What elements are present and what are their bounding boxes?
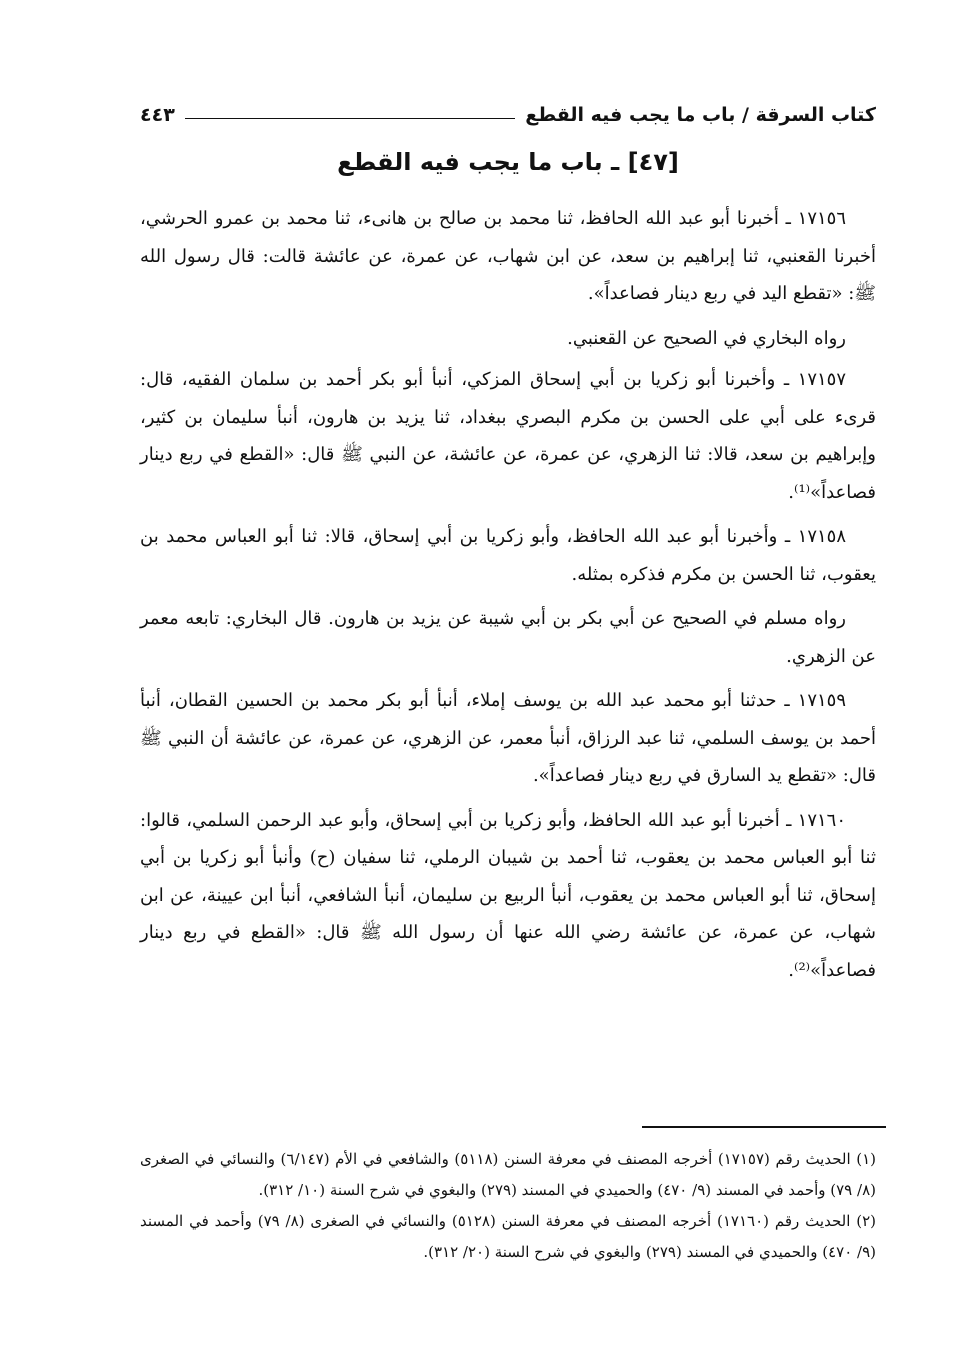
footnote-separator xyxy=(642,1126,886,1128)
commentary-bukhari: رواه البخاري في الصحيح عن القعنبي. xyxy=(567,327,846,349)
main-text xyxy=(140,200,876,996)
footnote-1: (١) الحديث رقم (١٧١٥٧) أخرجه المصنف في معرفة السنن (٥١١٨) والشافعي في الأم (٦/١٤٧) والنسائي في الصغرى (٨/ ٧٩) وأحمد في المسند (٩/ ٤٧٠) والحميدي في المسند (٢٧٩) والبغوي في شرح السنة (١٠/ ٣١٢). xyxy=(140,1150,877,1199)
hadith-17157: ١٧١٥٧ ـ وأخبرنا أبو زكريا بن أبي إسحاق المزكي، أنبأ أبو بكر أحمد بن سلمان الفقيه، قال: قرىء على أبي على الحسن بن مكرم البصري ببغداد، ثنا يزيد بن هارون، أنبأ سليمان بن كثير، وإبراهيم بن سعد، قالا: ثنا الزهري، عن عمرة، عن عائشة، عن النبي ﷺ قال: «القطع في ربع دينار فصاعداً»⁽¹⁾. xyxy=(140,369,876,503)
hadith-17160: ١٧١٦٠ ـ أخبرنا أبو عبد الله الحافظ، وأبو زكريا بن أبي إسحاق، وأبو عبد الرحمن السلمي، قالوا: ثنا أبو العباس محمد بن يعقوب، ثنا أحمد بن شيبان الرملي، ثنا سفيان (ح) وأنبأ أبو زكريا بن أبي إسحاق، ثنا أبو العباس محمد بن يعقوب، أنبأ الربيع بن سليمان، أنبأ الشافعي، أنبأ ابن عيينة، عن ابن شهاب، عن عمرة، عن عائشة رضي الله عنها أن رسول الله ﷺ قال: «القطع في ربع دينار فصاعداً»⁽²⁾. xyxy=(140,809,876,981)
running-title: كتاب السرقة / باب ما يجب فيه القطع xyxy=(525,104,876,126)
page-number: ٤٤٣ xyxy=(140,104,175,126)
running-header xyxy=(140,92,876,126)
chapter-title: [٤٧] ـ باب ما يجب فيه القطع xyxy=(337,148,679,176)
hadith-17159: ١٧١٥٩ ـ حدثنا أبو محمد عبد الله بن يوسف إملاء، أنبأ أبو بكر محمد بن الحسين القطان، أنبأ أحمد بن يوسف السلمي، ثنا عبد الرزاق، أنبأ معمر، عن الزهري، عن عمرة، عن عائشة أن النبي ﷺ قال: «تقطع يد السارق في ربع دينار فصاعداً». xyxy=(140,690,876,786)
hadith-17158: ١٧١٥٨ ـ وأخبرنا أبو عبد الله الحافظ، وأبو زكريا بن أبي إسحاق، قالا: ثنا أبو العباس محمد بن يعقوب، ثنا الحسن بن مكرم فذكره بمثله. xyxy=(140,526,876,585)
footnote-2: (٢) الحديث رقم (١٧١٦٠) أخرجه المصنف في معرفة السنن (٥١٢٨) والنسائي في الصغرى (٨/ ٧٩) وأحمد في المسند (٩/ ٤٧٠) والحميدي في المسند (٢٧٩) والبغوي في شرح السنة (٢٠/ ٣١٢). xyxy=(140,1212,877,1261)
footnotes xyxy=(140,1144,876,1268)
hadith-17156: ١٧١٥٦ ـ أخبرنا أبو عبد الله الحافظ، ثنا محمد بن صالح بن هانىء، ثنا محمد بن عمرو الحرشي، أخبرنا القعنبي، ثنا إبراهيم بن سعد، عن ابن شهاب، عن عمرة، عن عائشة قالت: قال رسول الله ﷺ: «تقطع اليد في ربع دينار فصاعداً». xyxy=(140,208,876,304)
commentary-muslim: رواه مسلم في الصحيح عن أبي بكر بن أبي شيبة عن يزيد بن هارون. قال البخاري: تابعه معمر عن الزهري. xyxy=(140,608,876,667)
header-rule xyxy=(185,118,515,119)
